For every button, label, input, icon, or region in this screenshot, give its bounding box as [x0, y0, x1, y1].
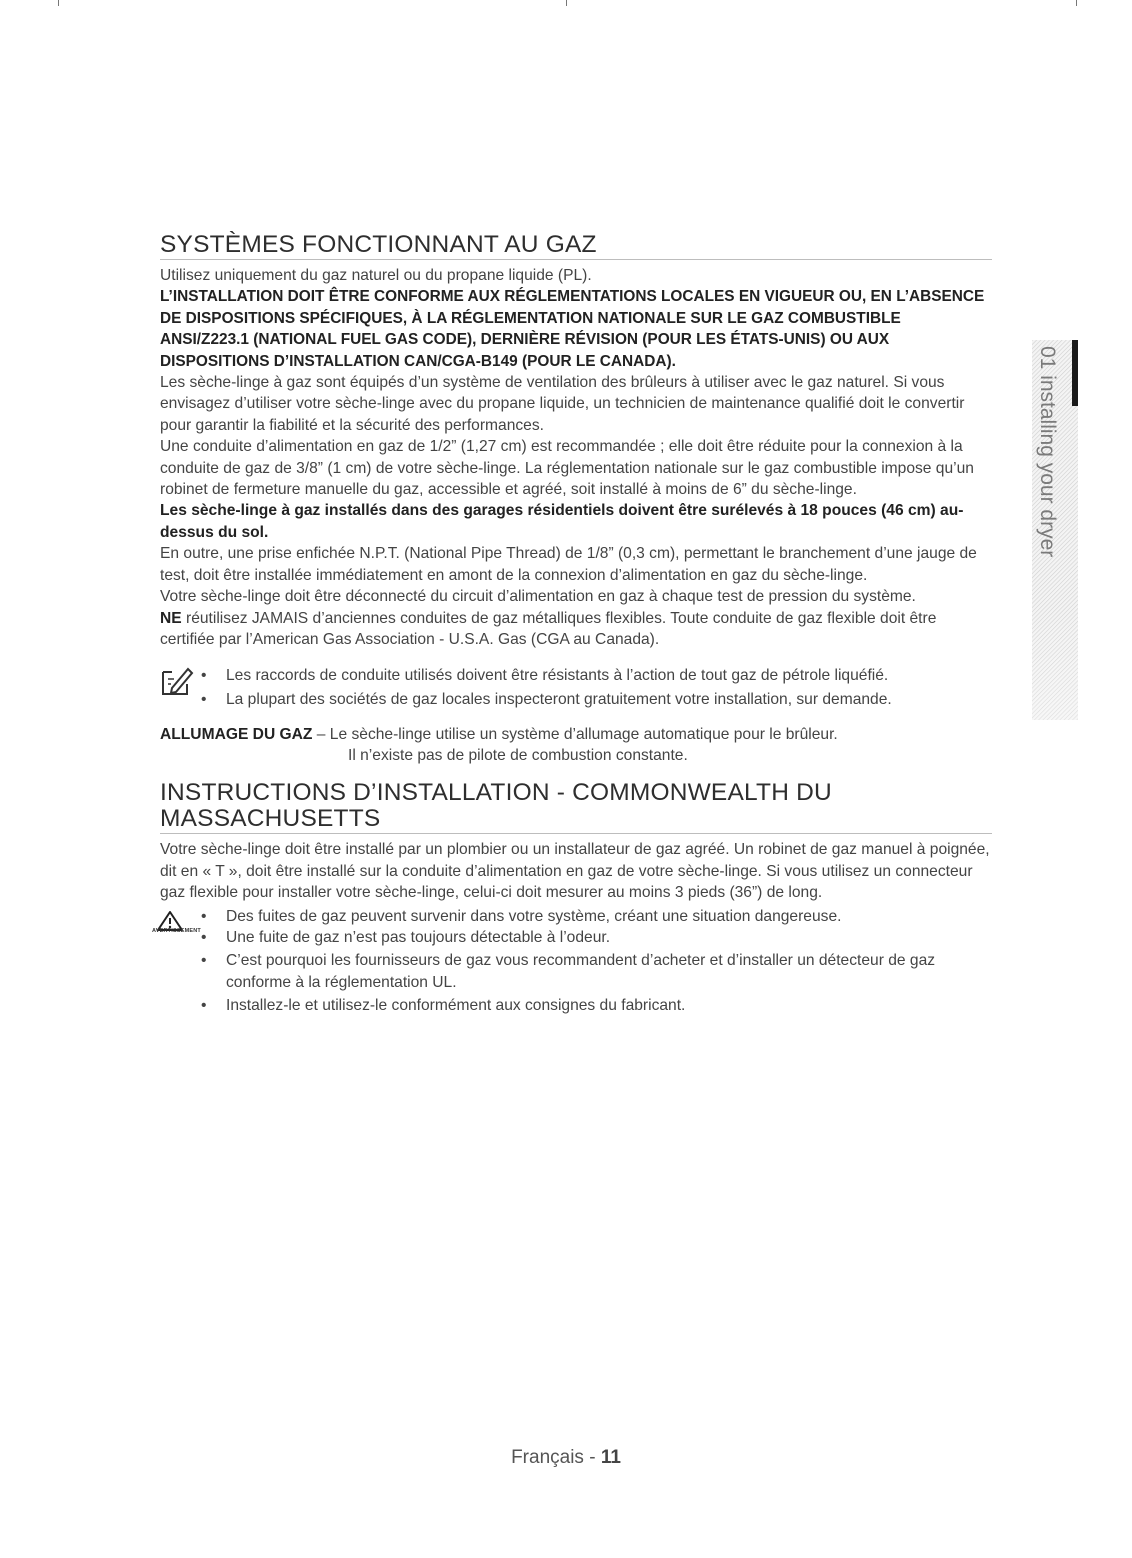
warning-list [160, 906, 992, 1017]
warning-label: AVERTISSEMENT [152, 927, 201, 934]
paragraph-burner-system: Les sèche-linge à gaz sont équipés d’un système de ventilation des brûleurs à utiliser avec le gaz naturel. Si vous envisagez d’utiliser votre sèche-linge avec du propane liquide, un technicien de maintenance qualifié doit le convertir pour garantir la fiabilité et la sécurité des performances. [160, 374, 965, 434]
paragraph-flexible-lines: NE réutilisez JAMAIS d’anciennes conduites de gaz métalliques flexibles. Toute conduite de gaz flexible doit être certifiée par l’American Gas Association - U.S.A. Gas (CGA au Canada). [160, 609, 937, 648]
ignition-text: – Le sèche-linge utilise un système d’allumage automatique pour le brûleur. [312, 726, 838, 744]
note-item: • Les raccords de conduite utilisés doivent être résistants à l’action de tout gaz de pétrole liquéfié. [198, 664, 992, 688]
ignition-label: ALLUMAGE DU GAZ [160, 726, 313, 744]
paragraph-npt-plug: En outre, une prise enfichée N.P.T. (National Pipe Thread) de 1/8” (0,3 cm), permettant le branchement d’une jauge de test, doit être installée immédiatement en amont de la connexion d’alimentation en gaz du sèche-linge. [160, 545, 977, 584]
warning-item: • Installez-le et utilisez-le conformément aux consignes du fabricant. [198, 995, 992, 1016]
paragraph-disconnect: Votre sèche-linge doit être déconnecté du circuit d’alimentation en gaz à chaque test de pression du système. [160, 588, 916, 606]
note-block [160, 664, 992, 712]
chapter-side-tab [1032, 340, 1078, 720]
note-list [160, 664, 992, 712]
section-title-massachusetts: INSTRUCTIONS D’INSTALLATION - COMMONWEALTH DU MASSACHUSETTS [160, 780, 992, 834]
crop-mark-center [566, 0, 567, 6]
gas-ignition-block [160, 724, 992, 768]
page-number: 11 [600, 1447, 621, 1468]
section-title-gas-systems: SYSTÈMES FONCTIONNANT AU GAZ [160, 232, 992, 260]
paragraph-supply-line: Une conduite d’alimentation en gaz de 1/2” (1,27 cm) est recommandée ; elle doit être réduite pour la connexion à la conduite de gaz de 3/8” (1 cm) de votre sèche-linge. La réglementation nationale sur le gaz combustible impose qu’un robinet de fermeture manuelle du gaz, accessible et agréé, soit installé à moins de 6” du sèche-linge. [160, 438, 974, 499]
paragraph-regulations: L’INSTALLATION DOIT ÊTRE CONFORME AUX RÉGLEMENTATIONS LOCALES EN VIGUEUR OU, EN L’ABSENCE DE DISPOSITIONS SPÉCIFIQUES, À LA RÉGLEMENTATION NATIONALE SUR LE GAZ COMBUSTIBLE ANSI/Z223.1 (NATIONAL FUEL GAS CODE), DERNIÈRE RÉVISION (POUR LES ÉTATS-UNIS) OU AUX DISPOSITIONS D’INSTALLATION CAN/CGA-B149 (POUR LE CANADA). [160, 288, 985, 370]
warning-item: • C’est pourquoi les fournisseurs de gaz vous recommandent d’acheter et d’installer un détecteur de gaz conforme à la réglementation UL. [198, 950, 992, 993]
side-tab-label: 01 installing your dryer [1036, 346, 1059, 558]
crop-mark-right [1076, 0, 1077, 6]
paragraph-installer: Votre sèche-linge doit être installé par un plombier ou un installateur de gaz agréé. Un robinet de gaz manuel à poignée, dit en « T », doit être installé sur la conduite d’alimentation en gaz de votre sèche-linge. Si vous utilisez un connecteur gaz flexible pour installer votre sèche-linge, celui-ci doit mesurer au moins 3 pieds (36”) de long. [160, 841, 990, 902]
crop-mark-left [58, 0, 59, 6]
warning-block [152, 906, 992, 1017]
ignition-text-2: Il n’existe pas de pilote de combustion constante. [348, 747, 688, 765]
warning-item: • Des fuites de gaz peuvent survenir dans votre système, créant une situation dangereuse. [198, 906, 992, 927]
paragraph-garage-elevation: Les sèche-linge à gaz installés dans des garages résidentiels doivent être surélevés à 18 pouces (46 cm) au-dessus du sol. [160, 502, 964, 541]
note-item: • La plupart des sociétés de gaz locales inspecteront gratuitement votre installation, sur demande. [198, 688, 992, 712]
footer-language: Français - [511, 1447, 601, 1468]
paragraph-fuel-type: Utilisez uniquement du gaz naturel ou du propane liquide (PL). [160, 267, 592, 284]
page-footer [0, 1447, 1132, 1469]
page-content [152, 231, 992, 1017]
warning-item: • Une fuite de gaz n’est pas toujours détectable à l’odeur. [198, 927, 992, 948]
side-tab-marker [1072, 340, 1078, 406]
note-pencil-icon [160, 664, 194, 698]
